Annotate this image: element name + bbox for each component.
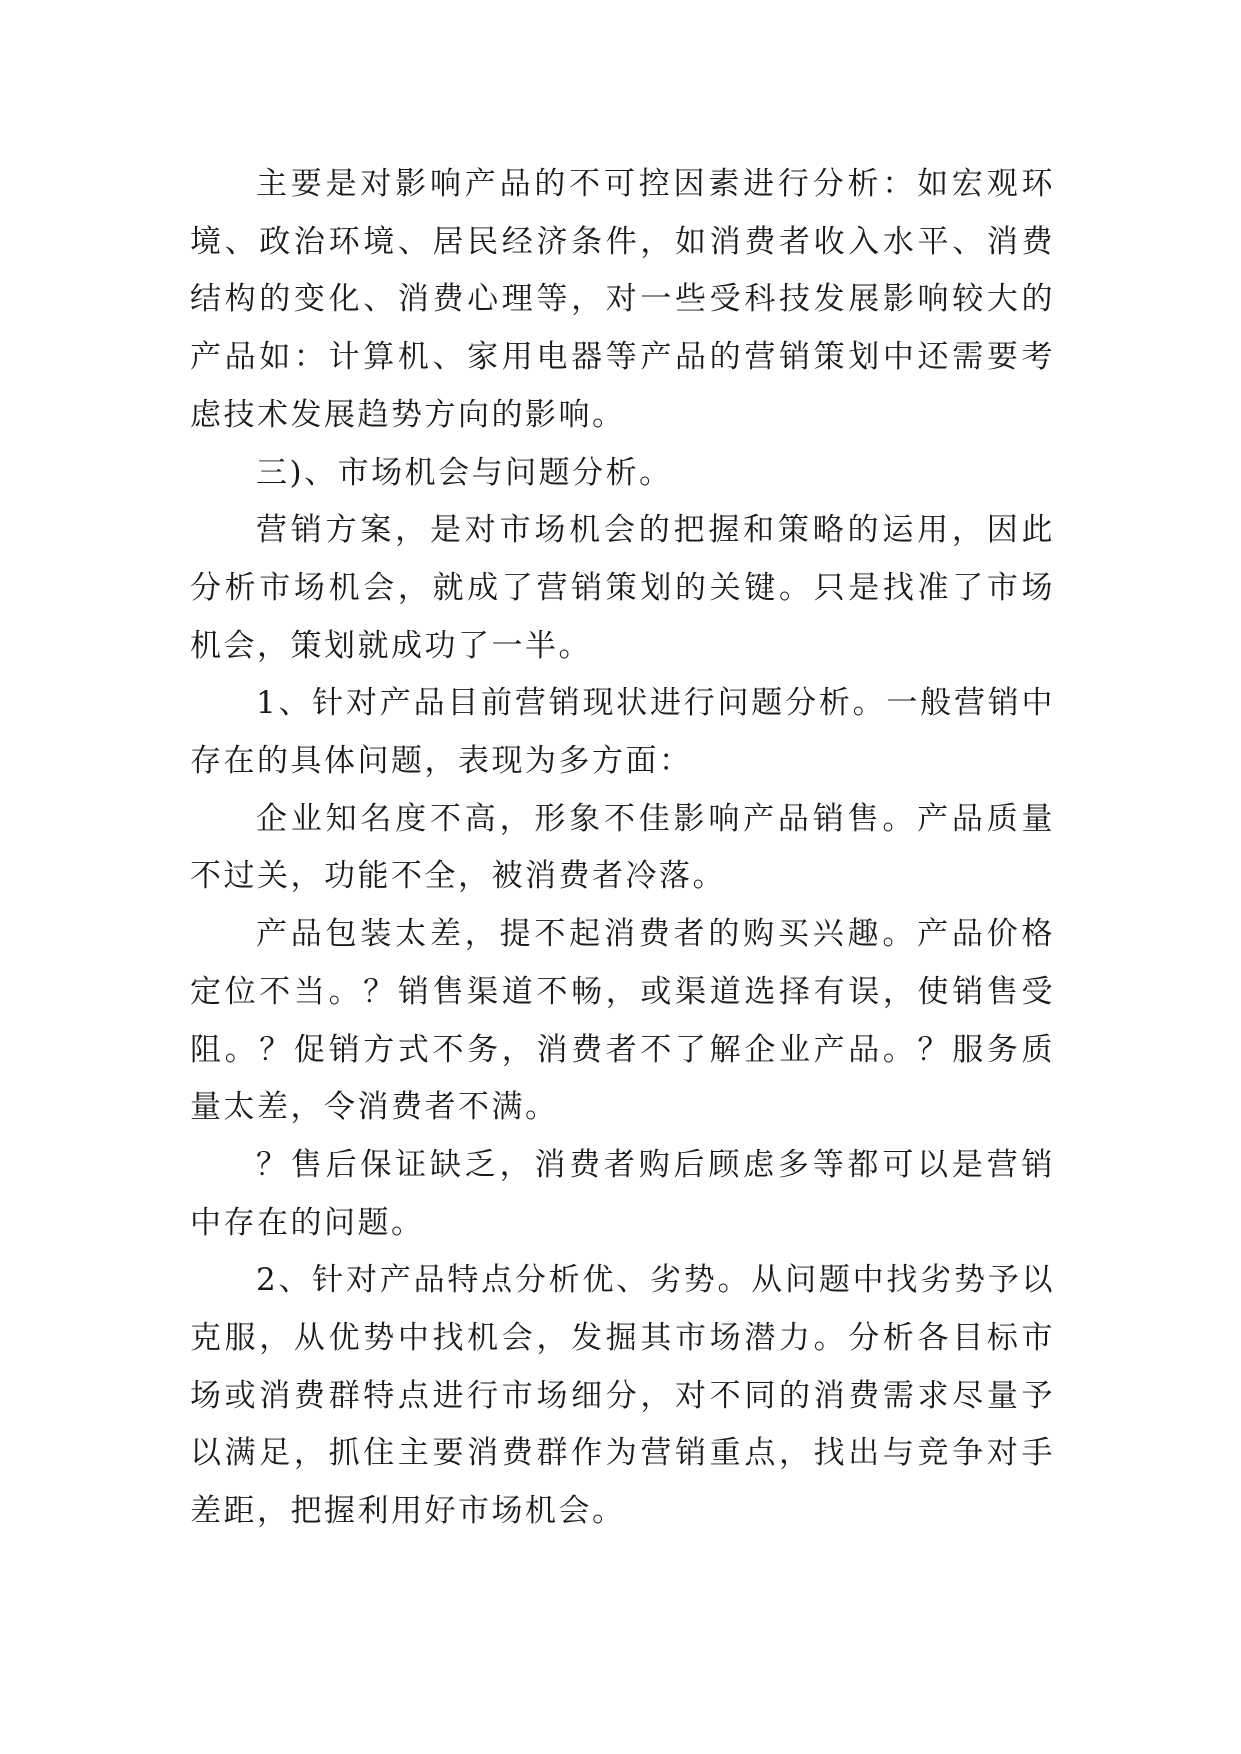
section-heading-market-opportunity: 三)、市场机会与问题分析。 [256, 454, 673, 491]
paragraph-problem-analysis: 1、针对产品目前营销现状进行问题分析。一般营销中存在的具体问题，表现为多方面： [190, 685, 1055, 780]
paragraph-macro-environment: 主要是对影响产品的不可控因素进行分析：如宏观环境、政治环境、居民经济条件，如消费者收入水平、消费结构的变化、消费心理等，对一些受科技发展影响较大的产品如：计算机、家用电器等产品的营销策划中还需要考虑技术发展趋势方向的影响。 [190, 166, 1055, 433]
paragraph-brand-awareness: 企业知名度不高，形象不佳影响产品销售。产品质量不过关，功能不全，被消费者冷落。 [190, 800, 1055, 895]
paragraph-after-sales: ？售后保证缺乏，消费者购后顾虑多等都可以是营销中存在的问题。 [190, 1146, 1055, 1241]
paragraph-marketing-plan: 营销方案，是对市场机会的把握和策略的运用，因此分析市场机会，就成了营销策划的关键。只是找准了市场机会，策划就成功了一半。 [190, 512, 1055, 664]
paragraph-strengths-weaknesses: 2、针对产品特点分析优、劣势。从问题中找劣势予以克服，从优势中找机会，发掘其市场潜力。分析各目标市场或消费群特点进行市场细分，对不同的消费需求尽量予以满足，抓住主要消费群作为营销重点，找出与竞争对手差距，把握利用好市场机会。 [190, 1262, 1055, 1530]
paragraph-packaging-pricing: 产品包装太差，提不起消费者的购买兴趣。产品价格定位不当。？销售渠道不畅，或渠道选择有误，使销售受阻。？促销方式不务，消费者不了解企业产品。？服务质量太差，令消费者不满。 [190, 916, 1055, 1126]
document-body [190, 156, 1055, 1541]
